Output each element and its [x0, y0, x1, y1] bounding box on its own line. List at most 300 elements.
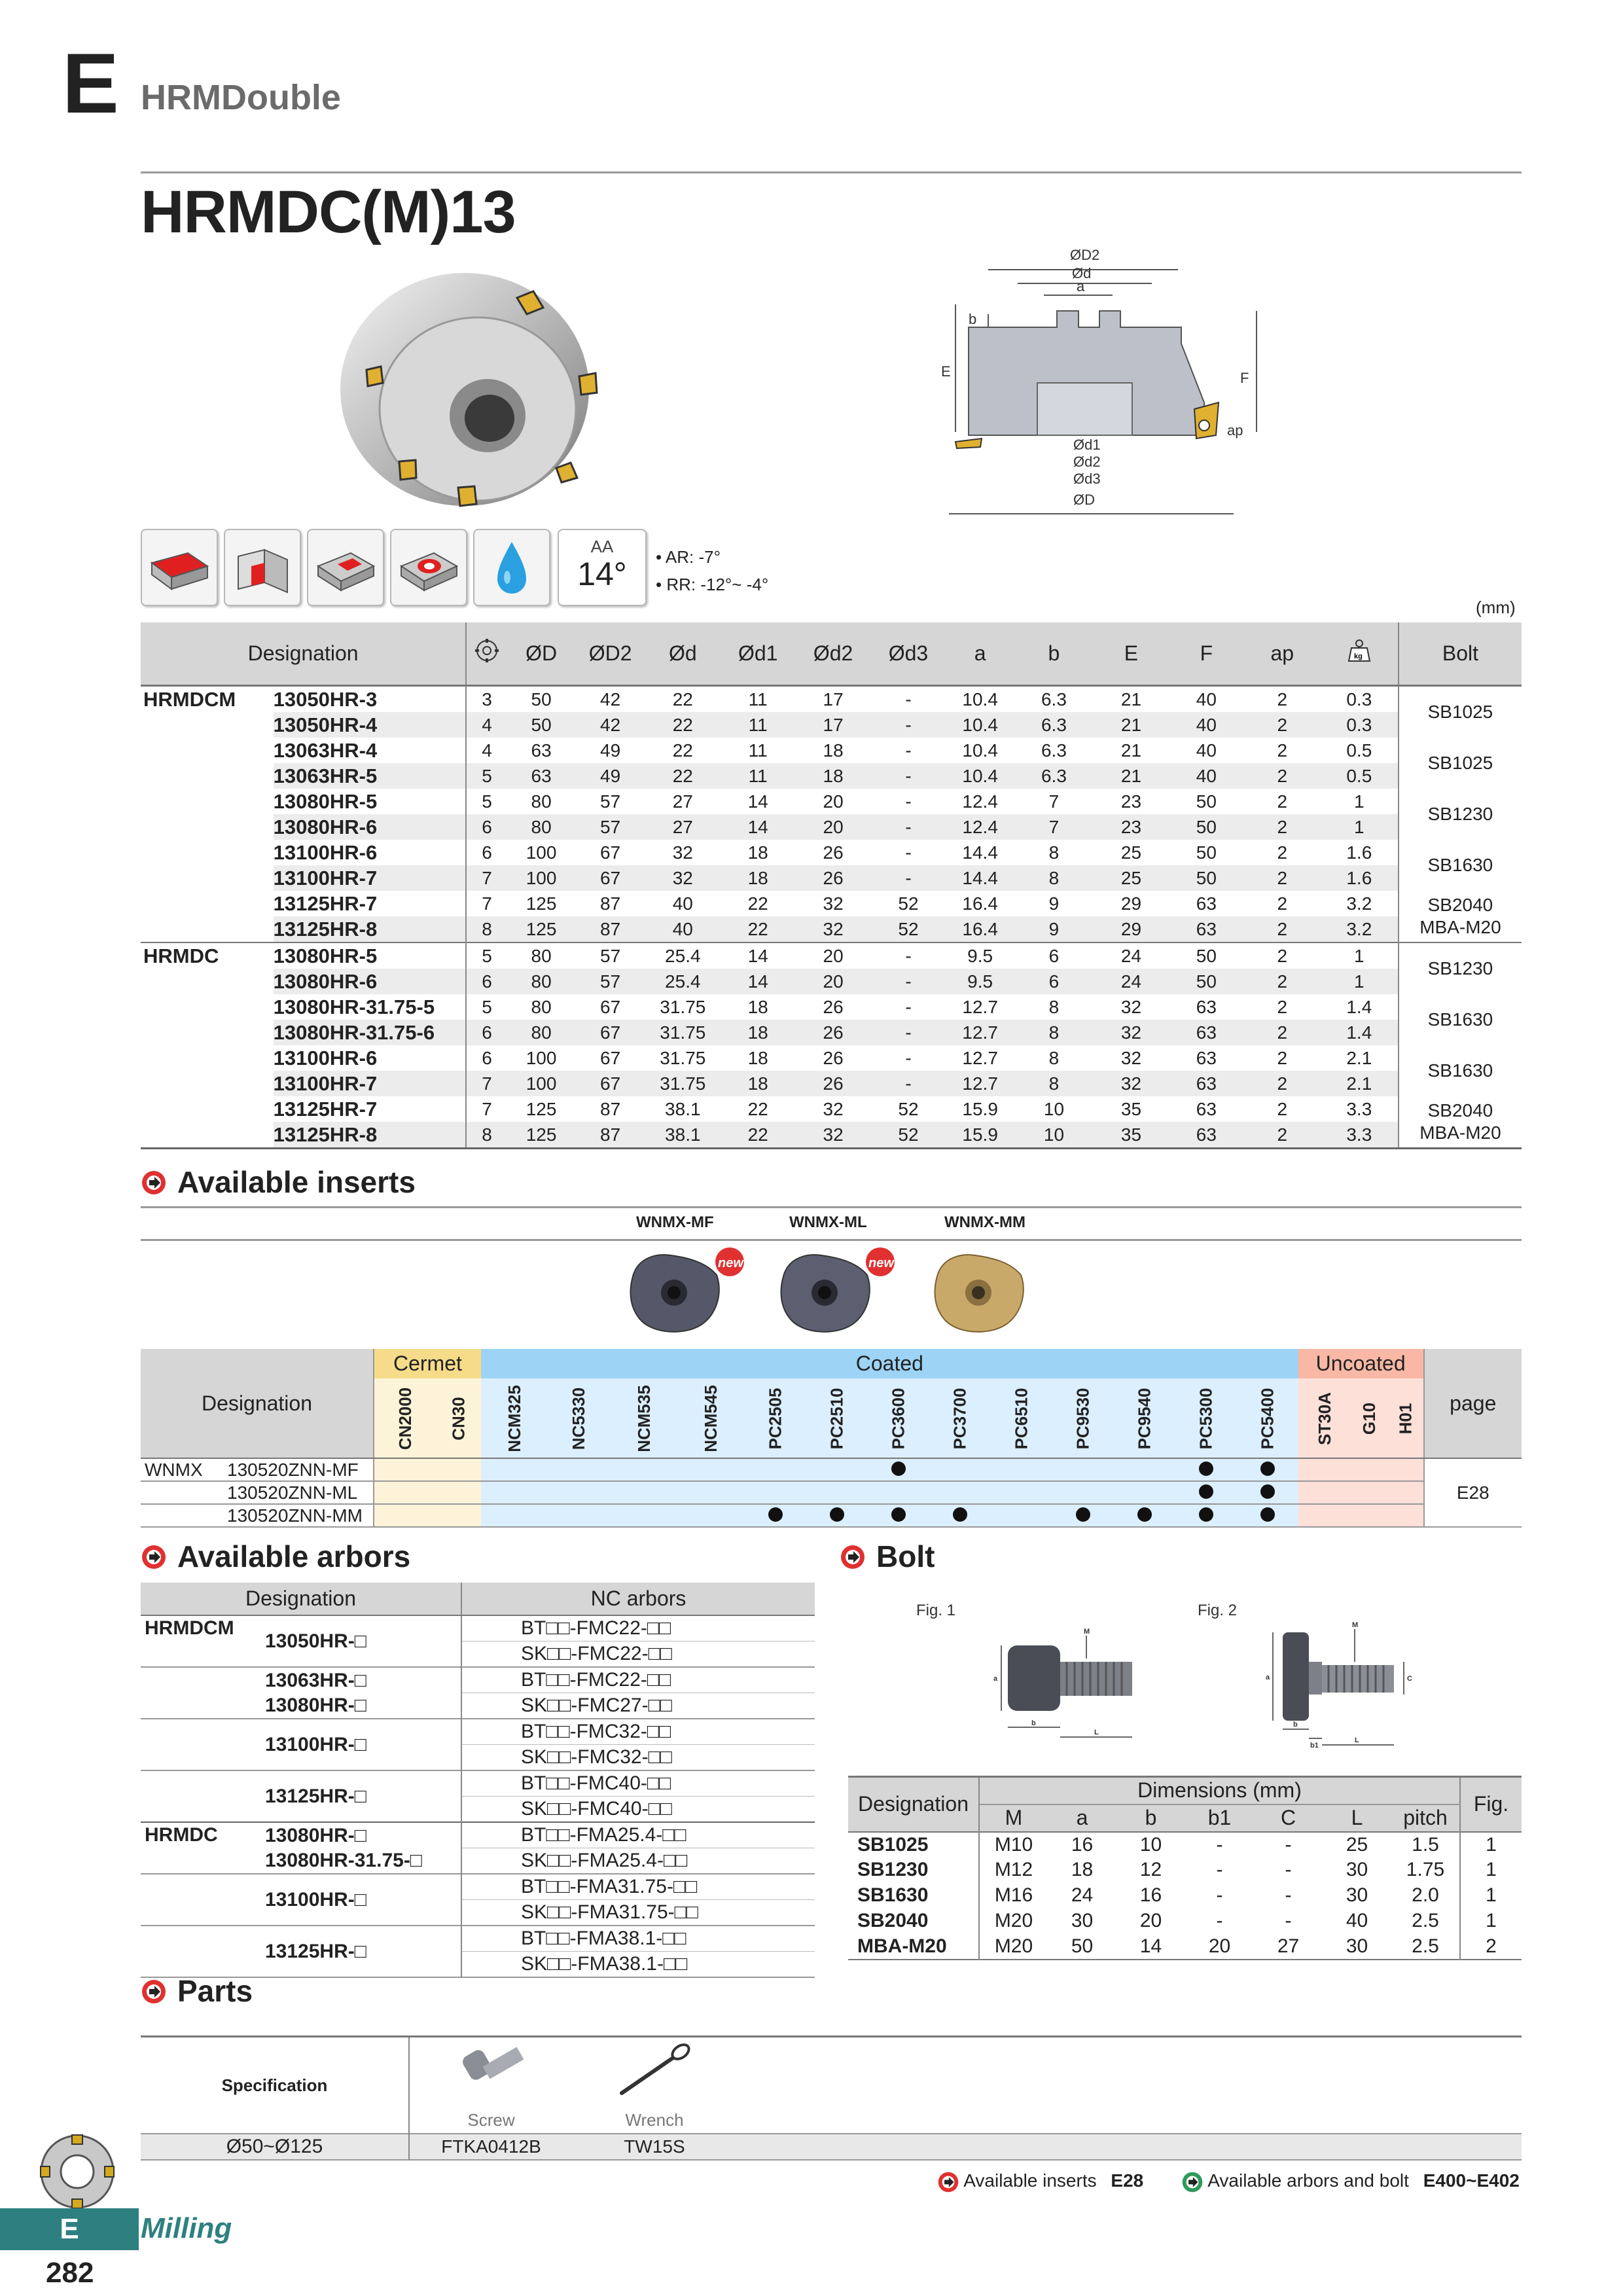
- arbor-cell: SK□□-FMC40-□□: [521, 1798, 672, 1820]
- section-tab[interactable]: E: [0, 2208, 139, 2250]
- table-row: [141, 738, 1522, 763]
- value-cell: 12.7: [962, 996, 998, 1017]
- parts-table: [141, 2036, 1522, 2161]
- availability-dot: [1137, 1507, 1152, 1522]
- value-cell: 80: [531, 996, 552, 1017]
- value-cell: 21: [1094, 763, 1169, 789]
- designation-cell: 13080HR-31.75-5: [273, 995, 435, 1018]
- bolt-col: C: [1254, 1804, 1323, 1832]
- value-cell: 3.2: [1321, 916, 1399, 942]
- grade-cell: [1387, 1458, 1423, 1481]
- insert-prefix: WNMX: [141, 1458, 221, 1481]
- bolt-value: M20: [994, 1910, 1033, 1931]
- value-cell: 26: [796, 1020, 871, 1045]
- arbor-designation-line: 13063HR-□: [265, 1669, 366, 1691]
- value-cell: 26: [823, 842, 844, 863]
- bolt-name: MBA-M20: [1419, 1122, 1501, 1143]
- grade-cell: [745, 1504, 806, 1527]
- grade-cell: [481, 1458, 548, 1481]
- bolt-name: SB2040: [1427, 894, 1493, 915]
- divider: [141, 1206, 1522, 1208]
- col-D2: ØD2: [575, 622, 645, 685]
- bolt-value: 16: [1139, 1884, 1162, 1906]
- grade-cell: [991, 1481, 1052, 1504]
- grade-name: PC3700: [950, 1388, 970, 1449]
- value-cell: 0.3: [1321, 712, 1399, 738]
- value-cell: 2: [1277, 1047, 1288, 1068]
- value-cell: 9.5: [946, 942, 1014, 969]
- bolt-name: SB1230: [1427, 803, 1493, 824]
- value-cell: 8: [1048, 1047, 1060, 1068]
- value-cell: 29: [1120, 893, 1142, 914]
- table-row: [141, 1458, 1522, 1481]
- grade-cell: [1114, 1458, 1175, 1481]
- col-F: F: [1169, 622, 1244, 685]
- value-cell: 10: [1043, 1098, 1065, 1119]
- grade-cell: [481, 1504, 548, 1527]
- bolt-value: 18: [1071, 1859, 1094, 1880]
- bolt-col: M: [979, 1804, 1048, 1832]
- grade-header: [677, 1378, 745, 1458]
- grade-cell: [1237, 1481, 1298, 1504]
- value-cell: 63: [1169, 916, 1244, 942]
- value-cell: -: [871, 814, 946, 840]
- bolt-value: M20: [994, 1935, 1033, 1957]
- grade-name: ST30A: [1314, 1391, 1334, 1445]
- value-cell: 24: [1094, 942, 1169, 969]
- table-row: [141, 969, 1522, 994]
- table-row: [141, 942, 1522, 969]
- grade-name: PC5400: [1257, 1388, 1277, 1449]
- parts-screw-value: FTKA0412B: [441, 2136, 541, 2157]
- designation-cell: 13100HR-7: [274, 1071, 467, 1096]
- weight-icon: [1321, 622, 1399, 685]
- table-row: [141, 1045, 1522, 1071]
- ins-col-designation: Designation: [141, 1349, 374, 1458]
- fig2-C: C: [1407, 1675, 1412, 1683]
- arbor-cell: BT□□-FMC22-□□: [461, 1615, 815, 1641]
- table-row: [141, 1096, 1522, 1122]
- bolt-cell: [1399, 942, 1522, 994]
- bolt-value: 12: [1139, 1859, 1162, 1880]
- grade-header: [991, 1378, 1052, 1458]
- bolt-value: -: [1216, 1859, 1223, 1880]
- fig2-b1: b1: [1310, 1742, 1319, 1749]
- col-d2: Ød2: [796, 622, 871, 685]
- grade-cell: [1175, 1504, 1237, 1527]
- bolt-cell: [1399, 1096, 1522, 1149]
- grade-cell: [1237, 1504, 1298, 1527]
- value-cell: 52: [871, 916, 946, 942]
- grade-cell: [548, 1481, 610, 1504]
- bolt-value: 20: [1208, 1935, 1231, 1957]
- value-cell: 20: [796, 942, 871, 969]
- grade-header: [481, 1378, 548, 1458]
- grade-name: PC9540: [1134, 1388, 1154, 1449]
- value-cell: 9: [1014, 916, 1094, 942]
- section-letter: E: [62, 35, 119, 131]
- parts-heading-text: Parts: [177, 1974, 253, 2008]
- table-row: [141, 1071, 1522, 1096]
- value-cell: 80: [507, 969, 575, 994]
- value-cell: 31.75: [660, 996, 706, 1017]
- screw-icon: [409, 2037, 573, 2108]
- svg-text:kg: kg: [1353, 653, 1363, 661]
- value-cell: 2.1: [1346, 1047, 1372, 1068]
- bolt-value: 1.5: [1412, 1833, 1439, 1856]
- value-cell: 87: [575, 916, 645, 942]
- table-row: [141, 712, 1522, 738]
- arrow-icon: [1181, 2171, 1204, 2193]
- grade-name: H01: [1395, 1403, 1415, 1434]
- value-cell: 6.3: [1014, 763, 1094, 789]
- value-cell: 42: [575, 712, 645, 738]
- value-cell: 40: [1169, 712, 1244, 738]
- grade-header: [1114, 1378, 1175, 1458]
- value-cell: 26: [796, 865, 871, 891]
- value-cell: 2: [1277, 996, 1288, 1017]
- value-cell: 1: [1354, 791, 1364, 812]
- table-row: [141, 789, 1522, 814]
- value-cell: 40: [1169, 763, 1244, 789]
- bolt-dimensions-table: [848, 1776, 1522, 1960]
- grade-header: [745, 1378, 806, 1458]
- value-cell: 23: [1120, 791, 1142, 812]
- grade-cell: [611, 1504, 678, 1527]
- grade-cell: [1298, 1481, 1351, 1504]
- grade-header: [1298, 1378, 1351, 1458]
- grade-cell: [611, 1458, 678, 1481]
- table-row: [141, 1615, 815, 1641]
- parts-heading: [141, 1973, 253, 2009]
- value-cell: 35: [1120, 1098, 1142, 1119]
- bolt-designation: SB1025: [848, 1832, 979, 1857]
- arbor-cell: BT□□-FMA38.1-□□: [461, 1926, 815, 1952]
- arbor-designation: [265, 1615, 461, 1667]
- value-cell: 14: [721, 942, 796, 969]
- value-cell: 125: [526, 1098, 557, 1119]
- value-cell: -: [871, 712, 946, 738]
- link-arbors-label: Available arbors and bolt: [1207, 2170, 1409, 2191]
- value-cell: 40: [645, 916, 721, 942]
- group-uncoated: Uncoated: [1298, 1349, 1424, 1378]
- grade-cell: [548, 1458, 610, 1481]
- value-cell: 80: [531, 791, 552, 812]
- value-cell: 22: [645, 763, 721, 789]
- bolt-value: 16: [1071, 1833, 1094, 1856]
- bolt-value: -: [1216, 1910, 1223, 1931]
- value-cell: 1.4: [1346, 996, 1372, 1017]
- bolt-value: 2: [1460, 1934, 1522, 1960]
- grade-cell: [806, 1504, 868, 1527]
- grade-cell: [437, 1458, 480, 1481]
- value-cell: 31.75: [660, 1047, 706, 1068]
- value-cell: 25.4: [645, 969, 721, 994]
- value-cell: 50: [1196, 791, 1217, 812]
- availability-dot: [891, 1507, 906, 1522]
- value-cell: 1: [1321, 814, 1399, 840]
- value-cell: 7: [466, 865, 507, 891]
- col-d: Ød: [645, 622, 721, 685]
- bolt-cell: [1399, 840, 1522, 891]
- ins-col-page: page: [1424, 1349, 1522, 1458]
- face-milling-icon: [141, 529, 218, 606]
- bolt-cell: [1399, 994, 1522, 1045]
- value-cell: -: [905, 842, 912, 863]
- value-cell: -: [871, 969, 946, 994]
- value-cell: 57: [575, 814, 645, 840]
- label-b: b: [969, 311, 977, 327]
- value-cell: 67: [575, 1020, 645, 1045]
- table-row: [141, 916, 1522, 942]
- bolt-value: 2.5: [1412, 1910, 1439, 1931]
- bolt-value: 1: [1460, 1857, 1522, 1883]
- value-cell: 3: [466, 685, 507, 712]
- value-cell: 57: [575, 969, 645, 994]
- fig1-M: M: [1084, 1628, 1090, 1636]
- bolt-designation: MBA-M20: [848, 1934, 979, 1960]
- value-cell: 5: [466, 763, 507, 789]
- value-cell: 32: [645, 865, 721, 891]
- value-cell: 63: [507, 763, 575, 789]
- value-cell: 12.7: [946, 1071, 1014, 1096]
- arbor-prefix: [141, 1926, 265, 1977]
- bolt-designation: SB1230: [848, 1857, 979, 1883]
- value-cell: 63: [1169, 1122, 1244, 1149]
- bolt-heading-text: Bolt: [876, 1539, 935, 1573]
- arbor-designation: [265, 1874, 461, 1926]
- value-cell: 40: [672, 893, 693, 914]
- value-cell: 14.4: [962, 842, 998, 863]
- table-row: [848, 1832, 1522, 1857]
- bolt-value: 30: [1346, 1859, 1368, 1880]
- table-row: [848, 1883, 1522, 1909]
- bolt-col-dimensions: Dimensions (mm): [979, 1777, 1460, 1804]
- value-cell: 8: [1014, 865, 1094, 891]
- value-cell: 87: [600, 1098, 621, 1119]
- value-cell: 18: [796, 763, 871, 789]
- value-cell: 4: [466, 712, 507, 738]
- value-cell: 49: [575, 763, 645, 789]
- designation-cell: 13080HR-6: [274, 814, 467, 840]
- value-cell: 17: [796, 712, 871, 738]
- grade-cell: [1052, 1504, 1114, 1527]
- arbor-designation-line: 13050HR-□: [265, 1630, 366, 1652]
- approach-angle-value: 14°: [577, 556, 627, 592]
- value-cell: 2: [1244, 1071, 1321, 1096]
- fig2-L: L: [1355, 1736, 1359, 1744]
- value-cell: 6: [466, 969, 507, 994]
- grade-cell: [868, 1481, 929, 1504]
- value-cell: 18: [823, 740, 844, 761]
- value-cell: -: [905, 1047, 912, 1068]
- value-cell: 1: [1321, 942, 1399, 969]
- value-cell: 100: [507, 1071, 575, 1096]
- grade-header: [929, 1378, 991, 1458]
- value-cell: 15.9: [962, 1098, 998, 1119]
- radial-rake: • RR: -12°~ -4°: [656, 575, 769, 594]
- value-cell: 38.1: [645, 1122, 721, 1149]
- grade-header: [1387, 1378, 1423, 1458]
- label-d1: Ød1: [1073, 437, 1101, 453]
- value-cell: 40: [1196, 689, 1217, 709]
- col-E: E: [1094, 622, 1169, 685]
- table-row: [141, 1122, 1522, 1149]
- table-row: [141, 1822, 815, 1848]
- arbor-designation: [265, 1667, 461, 1719]
- value-cell: 21: [1120, 740, 1142, 761]
- value-cell: 20: [823, 791, 844, 812]
- table-row: [141, 994, 1522, 1020]
- bolt-value: 30: [1346, 1935, 1368, 1957]
- arbors-heading-text: Available arbors: [177, 1539, 411, 1573]
- value-cell: 2: [1244, 763, 1321, 789]
- grade-cell: [611, 1481, 678, 1504]
- grade-cell: [1052, 1458, 1114, 1481]
- bolt-value: -: [1216, 1833, 1223, 1856]
- value-cell: 32: [1094, 1071, 1169, 1096]
- col-ap: ap: [1244, 622, 1321, 685]
- insert-grade-table: [141, 1349, 1522, 1528]
- label-d2: Ød2: [1073, 454, 1101, 470]
- label-F: F: [1240, 370, 1249, 386]
- value-cell: 18: [721, 865, 796, 891]
- value-cell: 63: [1196, 893, 1217, 914]
- link-arbors-bolt[interactable]: [1181, 2170, 1520, 2191]
- value-cell: 2: [1277, 1098, 1288, 1119]
- arbor-cell: SK□□-FMA38.1-□□: [521, 1953, 688, 1975]
- value-cell: 32: [672, 842, 693, 863]
- value-cell: 26: [796, 1071, 871, 1096]
- value-cell: 25.4: [645, 942, 721, 969]
- grade-header: [548, 1378, 610, 1458]
- value-cell: 1: [1321, 969, 1399, 994]
- value-cell: 1.6: [1321, 865, 1399, 891]
- inserts-heading-text: Available inserts: [177, 1165, 416, 1199]
- bolt-value: 2.0: [1412, 1884, 1439, 1906]
- availability-dot: [1199, 1507, 1213, 1522]
- grade-cell: [1387, 1504, 1423, 1527]
- grade-cell: [1351, 1481, 1388, 1504]
- grade-cell: [481, 1481, 548, 1504]
- grade-cell: [929, 1504, 991, 1527]
- value-cell: 12.4: [946, 814, 1014, 840]
- arbor-cell: SK□□-FMA31.75-□□: [521, 1901, 698, 1923]
- value-cell: -: [871, 1071, 946, 1096]
- value-cell: 5: [466, 994, 507, 1020]
- label-a: a: [1077, 278, 1085, 295]
- value-cell: 8: [466, 1122, 507, 1149]
- grade-cell: [1351, 1504, 1388, 1527]
- grade-name: PC6510: [1011, 1388, 1031, 1449]
- arbor-designation-line: 13080HR-□: [265, 1824, 366, 1846]
- value-cell: 1.6: [1346, 842, 1372, 863]
- col-d1: Ød1: [721, 622, 796, 685]
- value-cell: 2: [1277, 893, 1288, 914]
- value-cell: 50: [1169, 865, 1244, 891]
- grade-cell: [374, 1458, 437, 1481]
- value-cell: 63: [1169, 1020, 1244, 1045]
- cutter-photo: [327, 252, 615, 514]
- value-cell: 22: [747, 893, 768, 914]
- grade-cell: [437, 1481, 480, 1504]
- bolt-name: MBA-M20: [1419, 916, 1501, 937]
- arrow-icon: [141, 1170, 167, 1196]
- value-cell: 10: [1014, 1122, 1094, 1149]
- insert-mf-image: [625, 1244, 756, 1342]
- value-cell: 10.4: [962, 740, 998, 761]
- value-cell: 25: [1094, 865, 1169, 891]
- grade-header: [437, 1378, 480, 1458]
- insert-name-mf: WNMX-MF: [636, 1213, 714, 1231]
- grade-cell: [1298, 1504, 1351, 1527]
- bolt-value: 27: [1277, 1935, 1300, 1957]
- table-row: [141, 814, 1522, 840]
- value-cell: 2: [1244, 1020, 1321, 1045]
- value-cell: 7: [466, 1071, 507, 1096]
- arbor-prefix: [141, 1667, 265, 1719]
- value-cell: 50: [1196, 842, 1217, 863]
- value-cell: 40: [1196, 740, 1217, 761]
- fig2-M: M: [1352, 1621, 1359, 1629]
- grade-header: [611, 1378, 678, 1458]
- bolt-value: 10: [1139, 1833, 1162, 1856]
- value-cell: 32: [1120, 1047, 1142, 1068]
- bolt-value: 30: [1071, 1910, 1094, 1931]
- insert-designation: 130520ZNN-MM: [221, 1504, 374, 1527]
- group-coated: Coated: [481, 1349, 1298, 1378]
- value-cell: 32: [1120, 996, 1142, 1017]
- bolt-value: -: [1216, 1884, 1223, 1906]
- value-cell: -: [871, 865, 946, 891]
- value-cell: 11: [721, 712, 796, 738]
- arbor-cell: SK□□-FMC32-□□: [521, 1746, 672, 1768]
- designation-cell: 13050HR-4: [274, 712, 467, 738]
- value-cell: 49: [600, 740, 621, 761]
- grade-header: [1175, 1378, 1237, 1458]
- grade-cell: [548, 1504, 610, 1527]
- arbor-cell: BT□□-FMC40-□□: [461, 1770, 815, 1797]
- designation-cell: 13080HR-5: [273, 789, 378, 813]
- value-cell: 0.5: [1321, 763, 1399, 789]
- col-a: a: [946, 622, 1014, 685]
- value-cell: 26: [823, 996, 844, 1017]
- col-D: ØD: [507, 622, 575, 685]
- value-cell: 22: [747, 1098, 768, 1119]
- value-cell: 87: [575, 1122, 645, 1149]
- grade-header: [1052, 1378, 1114, 1458]
- value-cell: 14.4: [946, 865, 1014, 891]
- grade-name: CN30: [448, 1396, 469, 1441]
- bolt-cell: [1399, 891, 1522, 942]
- value-cell: -: [905, 689, 912, 709]
- link-inserts[interactable]: [937, 2170, 1181, 2191]
- arrow-icon: [937, 2171, 959, 2193]
- value-cell: 31.75: [645, 1020, 721, 1045]
- designation-cell: 13125HR-8: [274, 916, 467, 942]
- bolt-col: b1: [1185, 1804, 1254, 1832]
- new-badge: new: [868, 1256, 894, 1270]
- top-rule: [141, 171, 1522, 173]
- value-cell: 52: [871, 1122, 946, 1149]
- value-cell: 6: [466, 1045, 507, 1071]
- grade-name: NCM325: [504, 1384, 524, 1452]
- bolt-name: SB1630: [1427, 1060, 1493, 1081]
- value-cell: 63: [1169, 1071, 1244, 1096]
- value-cell: -: [871, 942, 946, 969]
- arbor-prefix: [141, 1719, 265, 1770]
- shoulder-milling-icon: [224, 529, 301, 606]
